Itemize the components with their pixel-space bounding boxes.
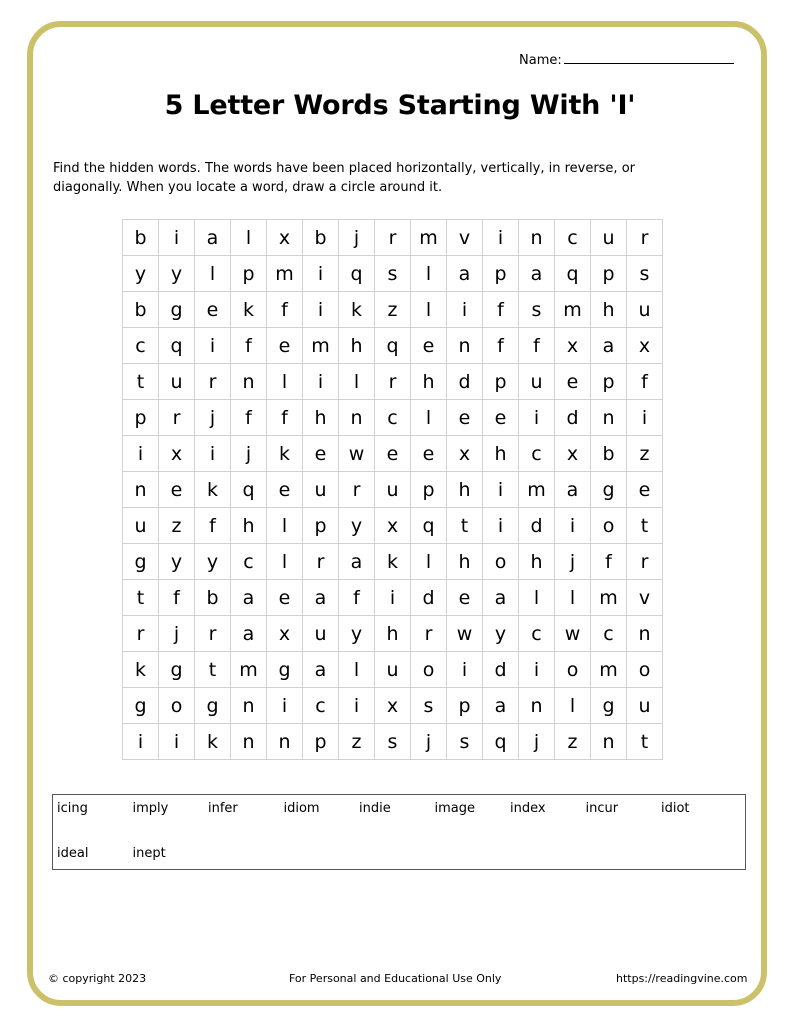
- grid-cell[interactable]: c: [231, 544, 267, 580]
- grid-cell[interactable]: l: [339, 364, 375, 400]
- grid-cell[interactable]: e: [267, 580, 303, 616]
- grid-cell[interactable]: b: [123, 220, 159, 256]
- grid-cell[interactable]: a: [447, 256, 483, 292]
- grid-cell[interactable]: f: [231, 328, 267, 364]
- grid-cell[interactable]: r: [411, 616, 447, 652]
- grid-cell[interactable]: k: [375, 544, 411, 580]
- grid-cell[interactable]: g: [123, 544, 159, 580]
- grid-cell[interactable]: i: [339, 688, 375, 724]
- grid-cell[interactable]: r: [375, 364, 411, 400]
- grid-cell[interactable]: y: [339, 508, 375, 544]
- grid-cell[interactable]: h: [411, 364, 447, 400]
- word-bank-item: indie: [359, 801, 391, 816]
- grid-cell[interactable]: n: [591, 400, 627, 436]
- grid-row: [123, 400, 663, 436]
- grid-cell[interactable]: j: [195, 400, 231, 436]
- grid-cell[interactable]: f: [483, 328, 519, 364]
- grid-cell[interactable]: t: [123, 364, 159, 400]
- grid-cell[interactable]: b: [195, 580, 231, 616]
- grid-cell[interactable]: p: [483, 256, 519, 292]
- grid-cell[interactable]: w: [339, 436, 375, 472]
- grid-cell[interactable]: n: [231, 724, 267, 760]
- grid-cell[interactable]: l: [267, 544, 303, 580]
- grid-cell[interactable]: g: [591, 688, 627, 724]
- grid-cell[interactable]: h: [303, 400, 339, 436]
- grid-cell[interactable]: o: [411, 652, 447, 688]
- grid-cell[interactable]: e: [267, 472, 303, 508]
- grid-cell[interactable]: k: [195, 724, 231, 760]
- grid-cell[interactable]: e: [375, 436, 411, 472]
- grid-cell[interactable]: n: [339, 400, 375, 436]
- grid-cell[interactable]: n: [267, 724, 303, 760]
- grid-cell[interactable]: i: [195, 436, 231, 472]
- grid-row: [123, 616, 663, 652]
- grid-cell[interactable]: o: [555, 652, 591, 688]
- grid-cell[interactable]: r: [339, 472, 375, 508]
- word-bank-item: idiot: [661, 801, 690, 816]
- grid-cell[interactable]: h: [231, 508, 267, 544]
- footer-url[interactable]: https://readingvine.com: [616, 972, 748, 985]
- grid-cell[interactable]: a: [483, 580, 519, 616]
- grid-cell[interactable]: i: [483, 472, 519, 508]
- grid-cell[interactable]: r: [195, 616, 231, 652]
- grid-cell[interactable]: e: [555, 364, 591, 400]
- grid-cell[interactable]: w: [555, 616, 591, 652]
- grid-cell[interactable]: w: [447, 616, 483, 652]
- grid-cell[interactable]: s: [375, 256, 411, 292]
- grid-cell[interactable]: m: [267, 256, 303, 292]
- grid-cell[interactable]: p: [123, 400, 159, 436]
- grid-cell[interactable]: x: [375, 508, 411, 544]
- grid-cell[interactable]: p: [231, 256, 267, 292]
- grid-cell[interactable]: o: [159, 688, 195, 724]
- grid-cell[interactable]: m: [591, 652, 627, 688]
- grid-cell[interactable]: t: [123, 580, 159, 616]
- grid-cell[interactable]: f: [159, 580, 195, 616]
- grid-cell[interactable]: y: [159, 544, 195, 580]
- grid-cell[interactable]: m: [519, 472, 555, 508]
- grid-cell[interactable]: h: [339, 328, 375, 364]
- grid-cell[interactable]: h: [591, 292, 627, 328]
- grid-cell[interactable]: g: [159, 292, 195, 328]
- word-bank-item: index: [510, 801, 546, 816]
- grid-cell[interactable]: x: [447, 436, 483, 472]
- grid-cell[interactable]: u: [123, 508, 159, 544]
- grid-cell[interactable]: q: [339, 256, 375, 292]
- grid-cell[interactable]: g: [591, 472, 627, 508]
- grid-cell[interactable]: z: [627, 436, 663, 472]
- grid-cell[interactable]: u: [159, 364, 195, 400]
- grid-cell[interactable]: n: [231, 364, 267, 400]
- name-line[interactable]: [564, 51, 734, 64]
- grid-cell[interactable]: x: [375, 688, 411, 724]
- grid-cell[interactable]: i: [123, 436, 159, 472]
- page-title: 5 Letter Words Starting With 'I': [164, 90, 636, 121]
- grid-cell[interactable]: a: [303, 580, 339, 616]
- grid-row: [123, 508, 663, 544]
- grid-row: [123, 364, 663, 400]
- name-field: [519, 51, 734, 68]
- grid-cell[interactable]: u: [303, 616, 339, 652]
- grid-cell[interactable]: e: [483, 400, 519, 436]
- grid-cell[interactable]: a: [195, 220, 231, 256]
- grid-cell[interactable]: y: [195, 544, 231, 580]
- grid-cell[interactable]: l: [411, 544, 447, 580]
- grid-cell[interactable]: t: [627, 724, 663, 760]
- grid-cell[interactable]: b: [303, 220, 339, 256]
- grid-cell[interactable]: c: [123, 328, 159, 364]
- grid-cell[interactable]: a: [591, 328, 627, 364]
- grid-row: [123, 472, 663, 508]
- grid-cell[interactable]: d: [519, 508, 555, 544]
- grid-cell[interactable]: i: [159, 724, 195, 760]
- grid-cell[interactable]: x: [267, 616, 303, 652]
- grid-cell[interactable]: b: [123, 292, 159, 328]
- footer-copyright: © copyright 2023: [48, 972, 147, 985]
- grid-cell[interactable]: n: [519, 220, 555, 256]
- grid-cell[interactable]: f: [483, 292, 519, 328]
- grid-cell[interactable]: p: [447, 688, 483, 724]
- grid-cell[interactable]: h: [483, 436, 519, 472]
- grid-cell[interactable]: j: [231, 436, 267, 472]
- grid-cell[interactable]: y: [159, 256, 195, 292]
- grid-cell[interactable]: l: [411, 256, 447, 292]
- grid-cell[interactable]: c: [375, 400, 411, 436]
- grid-cell[interactable]: j: [519, 724, 555, 760]
- grid-cell[interactable]: t: [195, 652, 231, 688]
- grid-cell[interactable]: e: [447, 580, 483, 616]
- grid-cell[interactable]: c: [519, 616, 555, 652]
- grid-cell[interactable]: z: [159, 508, 195, 544]
- grid-cell[interactable]: k: [195, 472, 231, 508]
- grid-cell[interactable]: g: [123, 688, 159, 724]
- grid-cell[interactable]: i: [519, 400, 555, 436]
- grid-cell[interactable]: n: [447, 328, 483, 364]
- grid-cell[interactable]: n: [627, 616, 663, 652]
- grid-cell[interactable]: i: [447, 652, 483, 688]
- grid-cell[interactable]: k: [231, 292, 267, 328]
- grid-cell[interactable]: n: [591, 724, 627, 760]
- name-label: Name:: [519, 53, 562, 68]
- grid-cell[interactable]: p: [411, 472, 447, 508]
- word-bank: [52, 794, 746, 870]
- grid-cell[interactable]: l: [519, 580, 555, 616]
- grid-row: [123, 580, 663, 616]
- grid-cell[interactable]: s: [411, 688, 447, 724]
- grid-cell[interactable]: a: [555, 472, 591, 508]
- grid-row: [123, 256, 663, 292]
- grid-cell[interactable]: k: [267, 436, 303, 472]
- grid-cell[interactable]: i: [267, 688, 303, 724]
- grid-cell[interactable]: f: [339, 580, 375, 616]
- grid-cell[interactable]: h: [375, 616, 411, 652]
- grid-cell[interactable]: s: [447, 724, 483, 760]
- word-bank-item: inept: [132, 846, 166, 861]
- grid-cell[interactable]: i: [303, 364, 339, 400]
- grid-cell[interactable]: e: [159, 472, 195, 508]
- grid-cell[interactable]: t: [447, 508, 483, 544]
- grid-row: [123, 292, 663, 328]
- grid-cell[interactable]: l: [555, 688, 591, 724]
- grid-cell[interactable]: l: [267, 364, 303, 400]
- grid-cell[interactable]: v: [447, 220, 483, 256]
- grid-cell[interactable]: d: [555, 400, 591, 436]
- grid-cell[interactable]: d: [483, 652, 519, 688]
- word-bank-item: imply: [132, 801, 169, 816]
- grid-cell[interactable]: m: [555, 292, 591, 328]
- grid-cell[interactable]: i: [627, 400, 663, 436]
- grid-cell[interactable]: p: [303, 724, 339, 760]
- grid-cell[interactable]: z: [375, 292, 411, 328]
- grid-cell[interactable]: a: [339, 544, 375, 580]
- grid-cell[interactable]: m: [591, 580, 627, 616]
- grid-cell[interactable]: y: [123, 256, 159, 292]
- word-bank-item: idiom: [283, 801, 320, 816]
- grid-cell[interactable]: r: [195, 364, 231, 400]
- grid-cell[interactable]: l: [411, 292, 447, 328]
- grid-cell[interactable]: z: [339, 724, 375, 760]
- grid-cell[interactable]: q: [159, 328, 195, 364]
- grid-cell[interactable]: a: [483, 688, 519, 724]
- grid-cell[interactable]: j: [555, 544, 591, 580]
- grid-row: [123, 688, 663, 724]
- grid-cell[interactable]: p: [591, 256, 627, 292]
- grid-cell[interactable]: p: [591, 364, 627, 400]
- grid-cell[interactable]: l: [267, 508, 303, 544]
- grid-cell[interactable]: i: [483, 508, 519, 544]
- grid-cell[interactable]: h: [447, 544, 483, 580]
- grid-cell[interactable]: c: [303, 688, 339, 724]
- grid-cell[interactable]: k: [123, 652, 159, 688]
- grid-cell[interactable]: p: [303, 508, 339, 544]
- grid-cell[interactable]: l: [555, 580, 591, 616]
- grid-cell[interactable]: r: [627, 544, 663, 580]
- grid-cell[interactable]: m: [411, 220, 447, 256]
- grid-cell[interactable]: g: [267, 652, 303, 688]
- grid-cell[interactable]: r: [303, 544, 339, 580]
- grid-cell[interactable]: c: [519, 436, 555, 472]
- grid-cell[interactable]: l: [339, 652, 375, 688]
- grid-cell[interactable]: i: [123, 724, 159, 760]
- grid-cell[interactable]: n: [123, 472, 159, 508]
- grid-cell[interactable]: l: [195, 256, 231, 292]
- word-search-grid: [122, 219, 663, 760]
- grid-row: [123, 328, 663, 364]
- grid-cell[interactable]: z: [555, 724, 591, 760]
- grid-cell[interactable]: a: [231, 616, 267, 652]
- grid-cell[interactable]: e: [411, 436, 447, 472]
- grid-cell[interactable]: e: [303, 436, 339, 472]
- grid-cell[interactable]: x: [627, 328, 663, 364]
- grid-cell[interactable]: r: [627, 220, 663, 256]
- grid-cell[interactable]: t: [627, 508, 663, 544]
- grid-cell[interactable]: p: [483, 364, 519, 400]
- grid-cell[interactable]: l: [411, 400, 447, 436]
- grid-cell[interactable]: s: [375, 724, 411, 760]
- grid-cell[interactable]: g: [159, 652, 195, 688]
- grid-cell[interactable]: e: [627, 472, 663, 508]
- grid-cell[interactable]: h: [447, 472, 483, 508]
- grid-cell[interactable]: o: [483, 544, 519, 580]
- grid-cell[interactable]: u: [303, 472, 339, 508]
- grid-cell[interactable]: q: [483, 724, 519, 760]
- grid-cell[interactable]: i: [555, 508, 591, 544]
- grid-cell[interactable]: l: [231, 220, 267, 256]
- word-bank-item: incur: [585, 801, 619, 816]
- grid-cell[interactable]: d: [447, 364, 483, 400]
- grid-cell[interactable]: d: [411, 580, 447, 616]
- grid-cell[interactable]: c: [591, 616, 627, 652]
- grid-cell[interactable]: q: [231, 472, 267, 508]
- grid-cell[interactable]: i: [303, 292, 339, 328]
- word-bank-item: infer: [208, 801, 238, 816]
- grid-cell[interactable]: j: [339, 220, 375, 256]
- grid-cell[interactable]: r: [375, 220, 411, 256]
- grid-cell[interactable]: f: [231, 400, 267, 436]
- grid-cell[interactable]: o: [591, 508, 627, 544]
- grid-cell[interactable]: h: [519, 544, 555, 580]
- word-bank-item: ideal: [57, 846, 89, 861]
- grid-cell[interactable]: v: [627, 580, 663, 616]
- grid-row: [123, 544, 663, 580]
- grid-cell[interactable]: a: [519, 256, 555, 292]
- grid-cell[interactable]: i: [375, 580, 411, 616]
- word-bank-item: image: [434, 801, 475, 816]
- grid-cell[interactable]: e: [195, 292, 231, 328]
- grid-cell[interactable]: u: [627, 292, 663, 328]
- grid-row: [123, 220, 663, 256]
- grid-cell[interactable]: x: [159, 436, 195, 472]
- grid-cell[interactable]: b: [591, 436, 627, 472]
- grid-cell[interactable]: u: [591, 220, 627, 256]
- grid-cell[interactable]: x: [555, 436, 591, 472]
- word-bank-item: icing: [57, 801, 88, 816]
- grid-cell[interactable]: j: [159, 616, 195, 652]
- grid-cell[interactable]: n: [231, 688, 267, 724]
- grid-cell[interactable]: c: [555, 220, 591, 256]
- footer-usage: For Personal and Educational Use Only: [289, 972, 502, 985]
- grid-cell[interactable]: m: [231, 652, 267, 688]
- grid-cell[interactable]: x: [267, 220, 303, 256]
- grid-cell[interactable]: o: [627, 652, 663, 688]
- grid-cell[interactable]: f: [267, 292, 303, 328]
- grid-cell[interactable]: f: [591, 544, 627, 580]
- grid-cell[interactable]: i: [303, 256, 339, 292]
- grid-cell[interactable]: g: [195, 688, 231, 724]
- grid-cell[interactable]: n: [519, 688, 555, 724]
- grid-cell[interactable]: k: [339, 292, 375, 328]
- grid-cell[interactable]: r: [123, 616, 159, 652]
- grid-cell[interactable]: e: [447, 400, 483, 436]
- grid-cell[interactable]: r: [159, 400, 195, 436]
- grid-row: [123, 724, 663, 760]
- grid-cell[interactable]: y: [339, 616, 375, 652]
- grid-cell[interactable]: i: [159, 220, 195, 256]
- grid-cell[interactable]: a: [303, 652, 339, 688]
- grid-cell[interactable]: y: [483, 616, 519, 652]
- grid-cell[interactable]: s: [519, 292, 555, 328]
- grid-cell[interactable]: q: [375, 328, 411, 364]
- grid-cell[interactable]: u: [519, 364, 555, 400]
- grid-cell[interactable]: i: [447, 292, 483, 328]
- grid-cell[interactable]: f: [267, 400, 303, 436]
- instructions: Find the hidden words. The words have been placed horizontally, vertically, in reverse, or diagonally. When you locate a word, draw a circle around it.: [53, 161, 635, 195]
- grid-cell[interactable]: a: [231, 580, 267, 616]
- grid-cell[interactable]: f: [195, 508, 231, 544]
- grid-cell[interactable]: x: [555, 328, 591, 364]
- grid-cell[interactable]: u: [375, 652, 411, 688]
- grid-cell[interactable]: i: [483, 220, 519, 256]
- grid-cell[interactable]: e: [267, 328, 303, 364]
- grid-cell[interactable]: s: [627, 256, 663, 292]
- grid-cell[interactable]: i: [519, 652, 555, 688]
- grid-row: [123, 436, 663, 472]
- grid-cell[interactable]: i: [195, 328, 231, 364]
- grid-row: [123, 652, 663, 688]
- grid-cell[interactable]: e: [411, 328, 447, 364]
- grid-cell[interactable]: q: [411, 508, 447, 544]
- grid-cell[interactable]: f: [519, 328, 555, 364]
- grid-cell[interactable]: j: [411, 724, 447, 760]
- grid-cell[interactable]: m: [303, 328, 339, 364]
- grid-cell[interactable]: q: [555, 256, 591, 292]
- grid-cell[interactable]: u: [375, 472, 411, 508]
- grid-cell[interactable]: f: [627, 364, 663, 400]
- grid-cell[interactable]: u: [627, 688, 663, 724]
